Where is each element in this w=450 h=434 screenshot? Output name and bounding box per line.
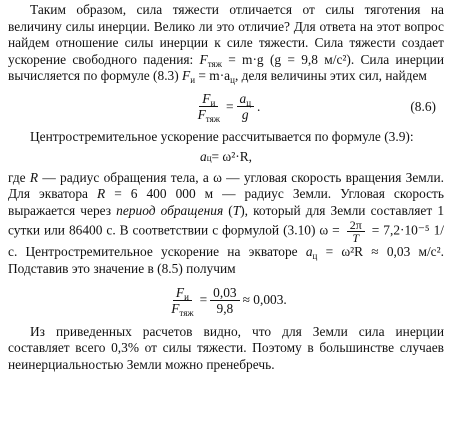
paragraph-centripetal: Центростремительное ускорение рассчитывается по формуле (3.9): bbox=[30, 128, 414, 144]
omega-fraction: $\frac{2\pi}{T}$ bbox=[347, 219, 365, 244]
equation-number: (8.6) bbox=[410, 98, 436, 114]
paragraph-conclusion: Из приведенных расчетов видно, что для Земли сила инерции составляет всего 0,3% от силы тяжести. Поэтому в большинстве случаев неинерциальностью Земли можно пренебречь. bbox=[8, 323, 444, 372]
force-ratio-fraction: $\frac{F_и}{F_{тяж}}$ bbox=[197, 91, 220, 125]
accel-ratio-fraction: $\frac{a_ц}{g}$ bbox=[237, 91, 255, 122]
equation-centripetal-accel: a ц = ω²·R, bbox=[200, 149, 252, 165]
equation-8-6: $\frac{F_и}{F_{тяж}}$ = $\frac{a_ц}{g}$ . (8.6) bbox=[8, 87, 444, 127]
paragraph-intro: Таким образом, сила тяжести отличается от силы тяготения на величину силы инерции. Велико ли это отличие? Для ответа на этот вопрос найдем отношение силы инерции к силе тяжести. Сила тяжести создает ускорение свободного падения: $F_{тяж} = m\cdot g$ (g = 9,8 м/с²). Сила инерции вычисляется по формуле (8.3) $F_и = m\cdot a_ц$, деля величины этих сил, найдем bbox=[8, 2, 444, 86]
result-force-fraction: $\frac{F_и}{F_{тяж}}$ bbox=[171, 285, 194, 319]
paragraph-radius: где R — радиус обращения тела, а ω — угловая скорость вращения Земли. Для экватора R = 6 400 000 м — радиус Земли. Угловая скорость выражается через период обращения (T), который для Земли составляет 1 сутки или 86400 с. В соответствии с формулой (3.10) ω = $\frac{2\pi}{T}$ = 7,2·10⁻⁵ 1/с. Центростремительное ускорение на экваторе $a_ц = \omega^2R \approx 0,03$ м/с². Подставив это значение в (8.5) получим bbox=[8, 169, 445, 276]
equation-result: $\frac{F_и}{F_{тяж}}$ = $\frac{0,03}{9,8}$ ≈ 0,003. bbox=[8, 280, 444, 322]
result-value-fraction: $\frac{0,03}{9,8}$ bbox=[210, 285, 239, 316]
